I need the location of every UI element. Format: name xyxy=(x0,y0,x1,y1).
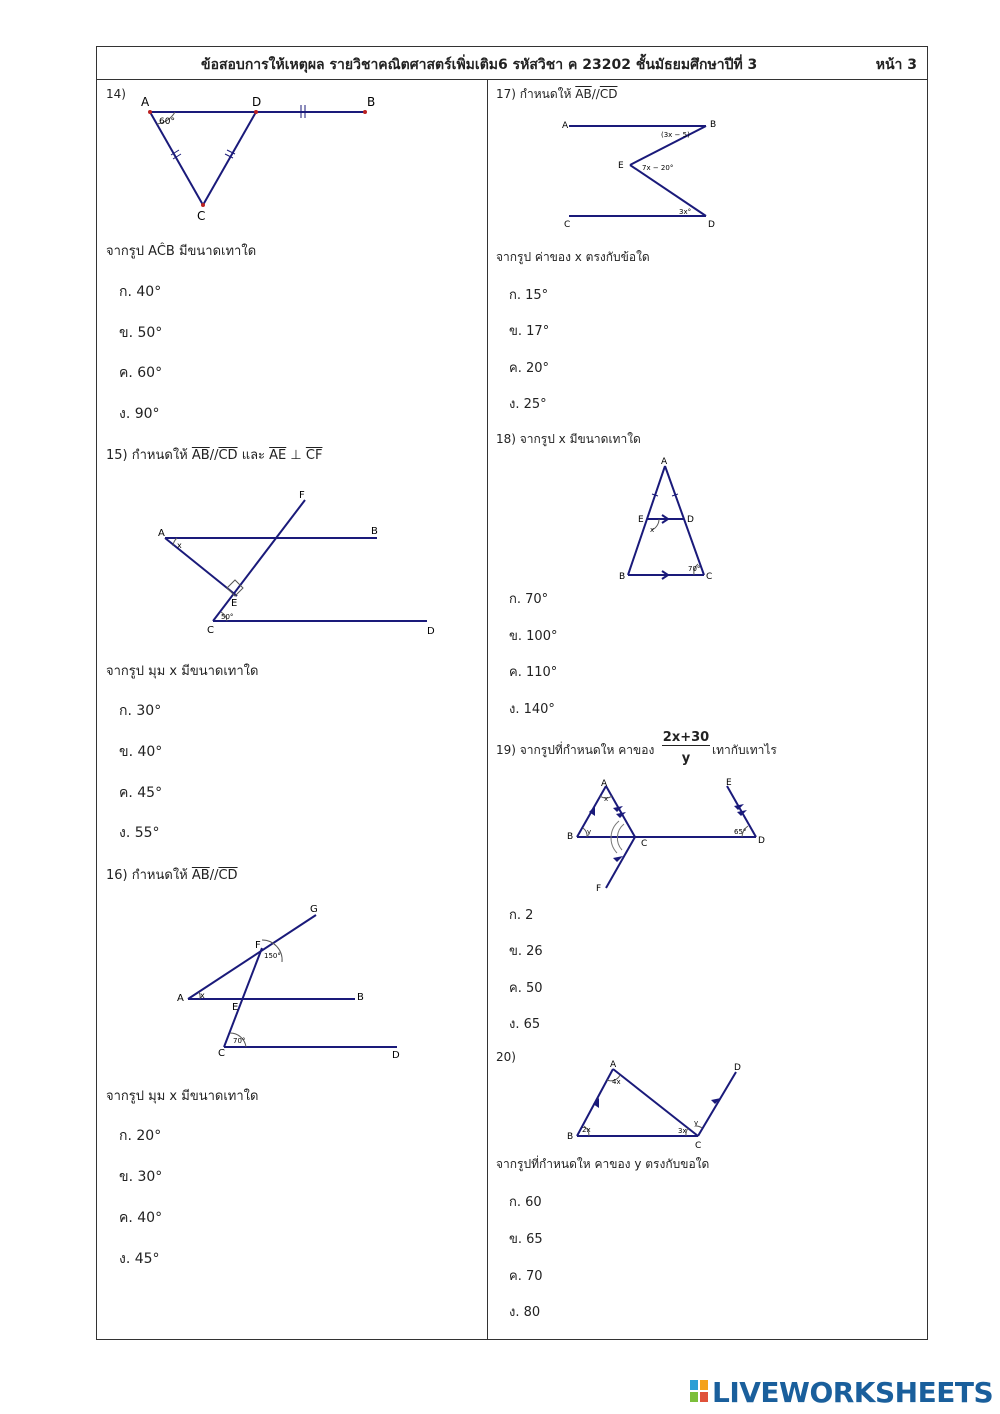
q15-prefix: 15) กำหนดให้ xyxy=(106,448,188,463)
q15-option-a[interactable]: ก. 30° xyxy=(119,703,162,719)
q16-label-b: B xyxy=(357,992,364,1003)
q16-segment-ab: $\overline{AB}$ xyxy=(191,868,210,883)
q20-option-b[interactable]: ข. 65 xyxy=(509,1232,543,1247)
q15-segment-ae: $\overline{AE}$ xyxy=(269,448,287,463)
q16-label-e: E xyxy=(232,1002,239,1013)
q19-label-e: E xyxy=(726,778,732,788)
q15-parallel: // xyxy=(209,448,219,463)
q19-label-f: F xyxy=(596,884,602,894)
q17-label-c: C xyxy=(564,220,571,230)
q20-label-y: y xyxy=(694,1119,699,1127)
q20-angle-3: 3x xyxy=(678,1127,687,1135)
q16-statement xyxy=(106,864,238,885)
q19-option-c[interactable]: ค. 50 xyxy=(509,981,543,996)
q15-perp: ⊥ xyxy=(290,448,302,463)
q19-option-a[interactable]: ก. 2 xyxy=(509,908,534,923)
q19-option-b[interactable]: ข. 26 xyxy=(509,944,543,959)
q20-option-c[interactable]: ค. 70 xyxy=(509,1269,543,1284)
q15-label-b: B xyxy=(371,526,378,537)
q19-label-d: D xyxy=(758,836,765,846)
q17-label-d: D xyxy=(708,220,715,230)
q19-angle: 65° xyxy=(734,828,747,836)
q16-label-c: C xyxy=(218,1048,225,1059)
q20-number: 20) xyxy=(496,1050,516,1064)
q20-label-a: A xyxy=(610,1060,617,1070)
q16-label-x: x xyxy=(200,991,205,1000)
q18-question: 18) จากรูป x มีขนาดเทาใด xyxy=(496,432,641,446)
q17-prefix: 17) กำหนดให้ xyxy=(496,87,572,101)
q15-option-b[interactable]: ข. 40° xyxy=(119,744,163,760)
q17-label-b: B xyxy=(710,120,717,130)
q16-option-d[interactable]: ง. 45° xyxy=(119,1251,160,1267)
q15-label-d: D xyxy=(427,626,435,637)
q15-statement xyxy=(106,444,322,465)
q19-denominator: y xyxy=(681,751,691,766)
column-divider xyxy=(487,80,488,1340)
q19-option-d[interactable]: ง. 65 xyxy=(509,1017,541,1032)
q14-label-b: B xyxy=(367,95,376,109)
q19-label-c: C xyxy=(641,839,648,849)
q17-question: จากรูป ค่าของ x ตรงกับข้อใด xyxy=(496,250,650,264)
q16-option-c[interactable]: ค. 40° xyxy=(119,1210,163,1226)
q18-angle: 70° xyxy=(688,565,701,573)
q18-option-c[interactable]: ค. 110° xyxy=(509,665,558,680)
q15-label-c: C xyxy=(207,625,214,636)
q19-prefix: 19) จากรูปที่กำหนดให คาของ xyxy=(496,743,655,757)
q14-option-b[interactable]: ข. 50° xyxy=(119,325,163,341)
q17-angle-1: (3x − 5) xyxy=(661,131,690,139)
liveworksheets-brand: LIVEWORKSHEETS xyxy=(712,1376,994,1409)
q15-label-e: E xyxy=(231,598,238,609)
q16-label-d: D xyxy=(392,1050,400,1060)
q19-numerator: 2x+30 xyxy=(662,730,710,745)
q15-option-c[interactable]: ค. 45° xyxy=(119,785,163,801)
q14-option-d[interactable]: ง. 90° xyxy=(119,406,160,422)
q14-angle: 60° xyxy=(159,117,175,127)
q15-segment-cf: $\overline{CF}$ xyxy=(305,448,323,463)
q20-label-d: D xyxy=(734,1063,741,1073)
q19-label-b: B xyxy=(567,832,574,842)
page-number: หน้า 3 xyxy=(875,57,917,73)
q18-label-b: B xyxy=(619,572,626,582)
q16-label-g: G xyxy=(310,904,318,915)
q18-figure xyxy=(612,456,722,584)
q17-option-a[interactable]: ก. 15° xyxy=(509,288,549,303)
q17-segment-ab: $\overline{AB}$ xyxy=(575,87,592,101)
q16-parallel: // xyxy=(209,868,219,883)
q20-option-a[interactable]: ก. 60 xyxy=(509,1195,542,1210)
q17-parallel: // xyxy=(591,87,600,101)
q14-label-a: A xyxy=(141,95,150,109)
q16-option-a[interactable]: ก. 20° xyxy=(119,1128,162,1144)
q17-option-b[interactable]: ข. 17° xyxy=(509,324,550,339)
q17-option-d[interactable]: ง. 25° xyxy=(509,397,547,412)
q17-option-c[interactable]: ค. 20° xyxy=(509,361,550,376)
q20-figure xyxy=(560,1058,750,1150)
q14-figure xyxy=(135,92,385,222)
q20-angle-1: 4x xyxy=(612,1078,621,1086)
q20-option-d[interactable]: ง. 80 xyxy=(509,1305,541,1320)
q15-label-x: x xyxy=(177,541,182,550)
q16-label-f: F xyxy=(255,940,261,951)
q14-label-d: D xyxy=(252,95,262,109)
q14-option-c[interactable]: ค. 60° xyxy=(119,365,163,381)
q19-suffix: เทากับเทาไร xyxy=(712,743,777,757)
q17-segment-cd: $\overline{CD}$ xyxy=(599,87,618,101)
q14-number: 14) xyxy=(106,87,126,101)
q15-label-a: A xyxy=(158,528,165,539)
q16-option-b[interactable]: ข. 30° xyxy=(119,1169,163,1185)
exam-title: ข้อสอบการให้เหตุผล รายวิชาคณิตศาสตร์เพิ่มเติม6 รหัสวิชา ค 23202 ชั้นมัธยมศึกษาปีที่ 3 xyxy=(201,57,758,73)
q15-option-d[interactable]: ง. 55° xyxy=(119,825,160,841)
q18-option-a[interactable]: ก. 70° xyxy=(509,592,549,607)
liveworksheets-icon xyxy=(690,1380,708,1402)
q14-question: จากรูป AĈB มีขนาดเทาใด xyxy=(106,244,257,259)
q16-label-a: A xyxy=(177,993,184,1004)
q19-label-x: x xyxy=(604,795,609,803)
q17-angle-3: 3x° xyxy=(679,208,692,216)
q19-label-a: A xyxy=(601,779,608,789)
exam-header xyxy=(97,47,927,80)
q20-label-b: B xyxy=(567,1132,574,1142)
q18-label-c: C xyxy=(706,572,713,582)
q20-label-c: C xyxy=(695,1141,702,1150)
q15-label-f: F xyxy=(299,490,305,501)
q16-angle-1: 150° xyxy=(264,952,281,960)
q17-angle-2: 7x − 20° xyxy=(642,164,674,172)
q15-segment-cd: $\overline{CD}$ xyxy=(218,448,238,463)
q16-prefix: 16) กำหนดให้ xyxy=(106,868,188,883)
q16-question: จากรูป มุม x มีขนาดเทาใด xyxy=(106,1089,259,1104)
q18-label-e: E xyxy=(638,515,644,525)
q17-label-a: A xyxy=(562,121,569,131)
q15-segment-ab: $\overline{AB}$ xyxy=(191,448,210,463)
q17-figure xyxy=(555,115,730,233)
q20-angle-2: 2x xyxy=(582,1126,591,1134)
q14-label-c: C xyxy=(197,209,206,222)
q17-statement xyxy=(496,85,617,104)
q18-label-a: A xyxy=(661,457,668,467)
q15-and: และ xyxy=(241,448,266,463)
q16-angle-2: 70° xyxy=(233,1037,246,1045)
q16-segment-cd: $\overline{CD}$ xyxy=(218,868,238,883)
q16-figure xyxy=(172,900,412,1060)
q18-option-b[interactable]: ข. 100° xyxy=(509,629,558,644)
q18-label-x: x xyxy=(650,526,655,534)
q18-label-d: D xyxy=(687,515,694,525)
q15-figure xyxy=(155,488,445,638)
q19-label-y: y xyxy=(587,828,592,836)
q19-figure xyxy=(562,776,772,894)
q17-label-e: E xyxy=(618,161,624,171)
q20-question: จากรูปที่กำหนดให คาของ y ตรงกับขอใด xyxy=(496,1157,710,1171)
q15-angle: 50° xyxy=(221,613,234,621)
q15-question: จากรูป มุม x มีขนาดเทาใด xyxy=(106,664,259,679)
q18-option-d[interactable]: ง. 140° xyxy=(509,702,555,717)
q14-option-a[interactable]: ก. 40° xyxy=(119,284,162,300)
